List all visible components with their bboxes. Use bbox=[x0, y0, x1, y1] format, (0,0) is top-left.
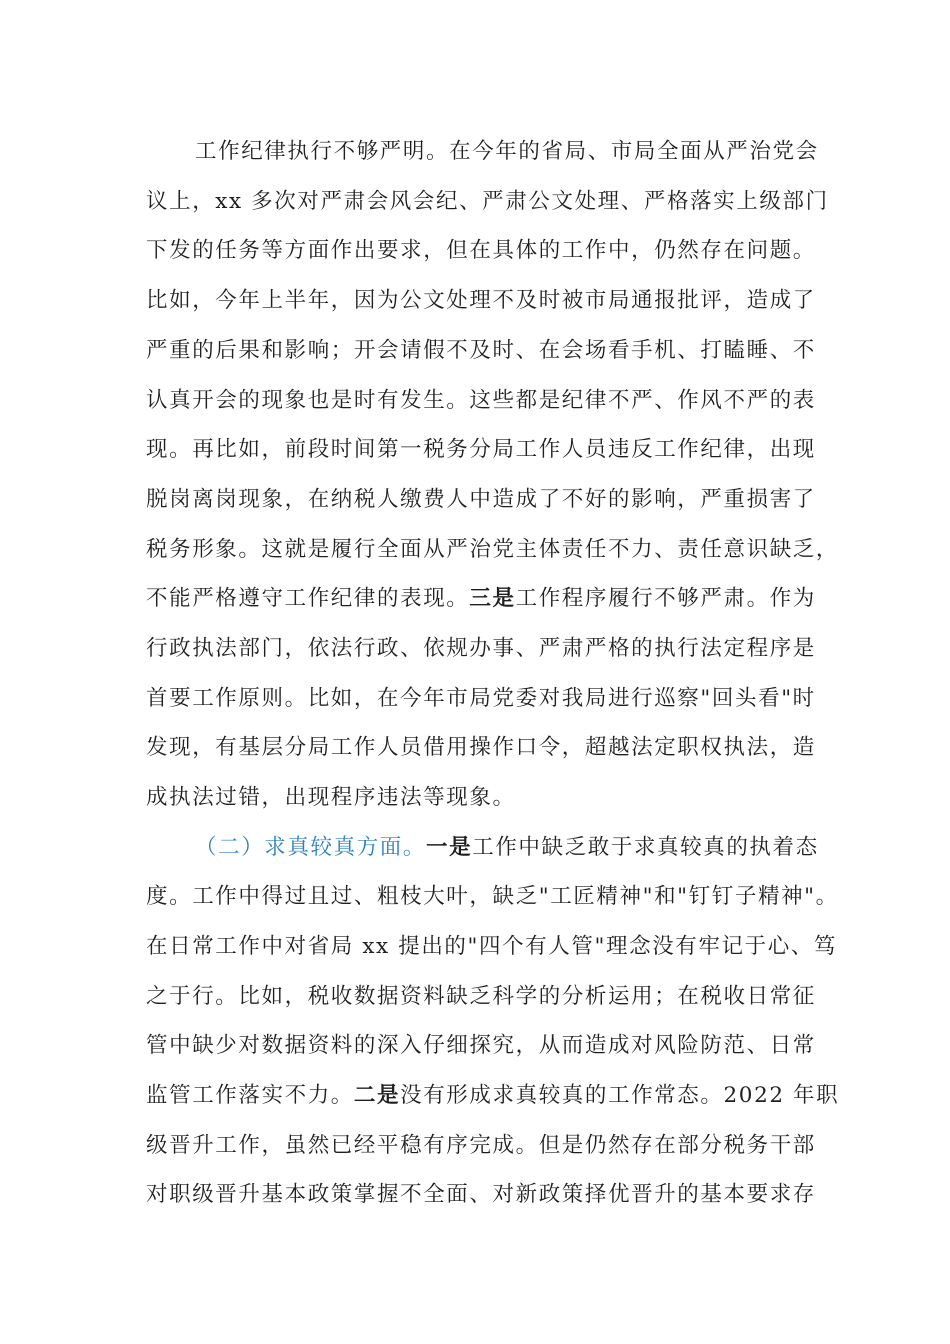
paragraph-line bbox=[146, 1078, 840, 1114]
line-text: 脱岗离岗现象，在纳税人缴费人中造成了不好的影响，严重损害了 bbox=[146, 487, 816, 512]
line-text: 严重的后果和影响；开会请假不及时、在会场看手机、打瞌睡、不 bbox=[146, 338, 816, 363]
paragraph-line bbox=[146, 879, 839, 915]
paragraph-line bbox=[146, 929, 837, 965]
paragraph-line bbox=[146, 233, 816, 269]
section-heading-line bbox=[195, 830, 819, 866]
paragraph-line bbox=[146, 333, 816, 369]
line-text: 度。工作中得过且过、粗枝大叶，缺乏"工匠精神"和"钉钉子精神"。 bbox=[146, 884, 839, 909]
line-text: 首要工作原则。比如，在今年市局党委对我局进行巡察"回头看"时 bbox=[146, 686, 816, 711]
line-text: 工作程序履行不够严肃。作为 bbox=[515, 586, 816, 611]
paragraph-line bbox=[146, 1028, 816, 1064]
line-text: 工作纪律执行不够严明。在今年的省局、市局全面从严治党会 bbox=[195, 139, 819, 164]
bold-marker: 三是 bbox=[469, 586, 516, 611]
bold-marker: 二是 bbox=[353, 1083, 401, 1108]
line-text: 现。再比如，前段时间第一税务分局工作人员违反工作纪律，出现 bbox=[146, 437, 816, 462]
line-text: 发现，有基层分局工作人员借用操作口令，超越法定职权执法，造 bbox=[146, 735, 816, 760]
line-text: 没有形成求真较真的工作常态。2022 年职 bbox=[400, 1083, 840, 1108]
line-text: 不能严格遵守工作纪律的表现。 bbox=[146, 586, 470, 611]
paragraph-line bbox=[146, 979, 816, 1015]
line-text: 议上，xx 多次对严肃会风会纪、严肃公文处理、严格落实上级部门 bbox=[146, 189, 829, 214]
paragraph-line bbox=[146, 482, 816, 518]
paragraph-line bbox=[146, 1128, 816, 1164]
line-text: 认真开会的现象也是时有发生。这些都是纪律不严、作风不严的表 bbox=[146, 388, 816, 413]
line-text: 管中缺少对数据资料的深入仔细探究，从而造成对风险防范、日常 bbox=[146, 1033, 816, 1058]
paragraph-line bbox=[146, 581, 816, 617]
paragraph-line bbox=[146, 730, 816, 766]
paragraph-line bbox=[146, 383, 816, 419]
paragraph-line bbox=[195, 134, 819, 170]
line-text: 之于行。比如，税收数据资料缺乏科学的分析运用；在税收日常征 bbox=[146, 984, 816, 1009]
paragraph-line bbox=[146, 780, 816, 816]
line-text: 级晋升工作，虽然已经平稳有序完成。但是仍然存在部分税务干部 bbox=[146, 1133, 816, 1158]
line-text: 比如，今年上半年，因为公文处理不及时被市局通报批评，造成了 bbox=[146, 288, 816, 313]
line-text: 监管工作落实不力。 bbox=[146, 1083, 354, 1108]
bold-marker: 一是 bbox=[426, 835, 473, 860]
section-heading: （二）求真较真方面。 bbox=[195, 835, 427, 860]
paragraph-line bbox=[146, 184, 829, 220]
line-text: 成执法过错，出现程序违法等现象。 bbox=[146, 785, 516, 810]
paragraph-line bbox=[146, 283, 816, 319]
line-text: 工作中缺乏敢于求真较真的执着态 bbox=[472, 835, 819, 860]
paragraph-line bbox=[146, 681, 816, 717]
line-text: 行政执法部门，依法行政、依规办事、严肃严格的执行法定程序是 bbox=[146, 636, 816, 661]
line-text: 下发的任务等方面作出要求，但在具体的工作中，仍然存在问题。 bbox=[146, 238, 816, 263]
paragraph-line bbox=[146, 631, 816, 667]
paragraph-line bbox=[146, 1177, 816, 1213]
line-text: 在日常工作中对省局 xx 提出的"四个有人管"理念没有牢记于心、笃 bbox=[146, 934, 837, 959]
paragraph-line bbox=[146, 432, 816, 468]
line-text: 税务形象。这就是履行全面从严治党主体责任不力、责任意识缺乏， bbox=[146, 537, 840, 562]
paragraph-line bbox=[146, 532, 840, 568]
line-text: 对职级晋升基本政策掌握不全面、对新政策择优晋升的基本要求存 bbox=[146, 1182, 816, 1207]
